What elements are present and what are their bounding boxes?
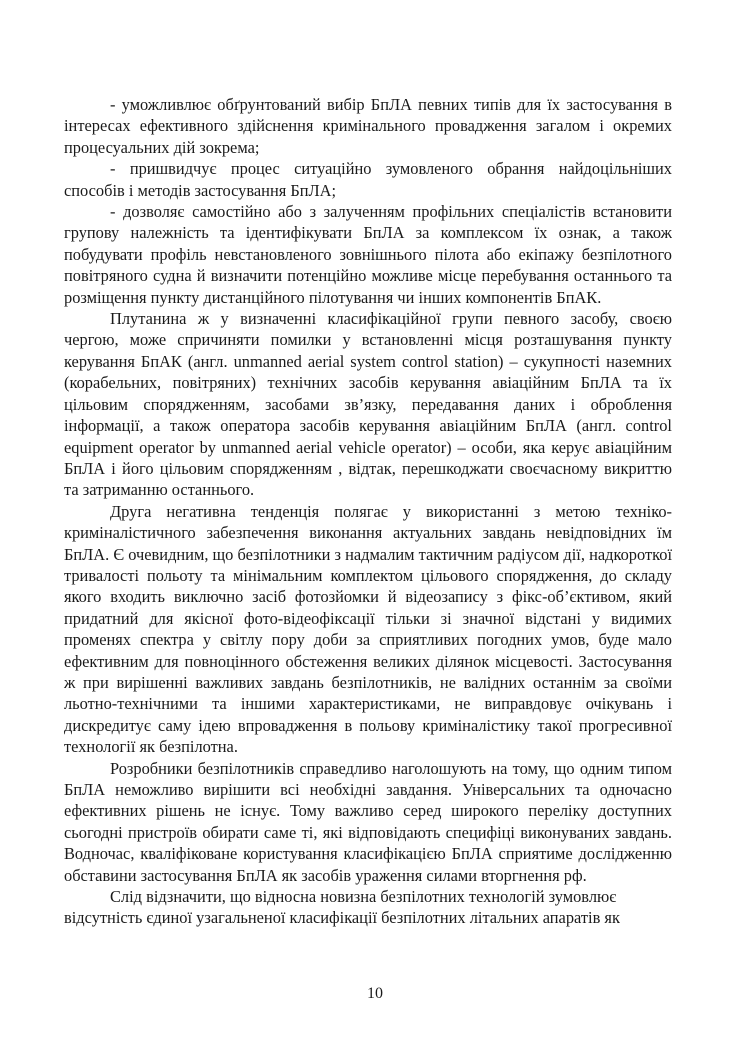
body-text [64,94,672,929]
paragraph-bullet-3: - дозволяє самостійно або з залученням профільних спеціалістів встановити групову належність та ідентифікувати БпЛА за комплексом їх ознак, а також побудувати профіль невстановленого зовнішнього пілота або екіпажу безпілотного повітряного судна й визначити потенційно можливе місце перебування останнього та розміщення пункту дистанційного пілотування чи інших компонентів БпАК. [64,202,672,307]
page-number: 10 [367,985,383,1002]
paragraph-bullet-1: - уможливлює обґрунтований вибір БпЛА певних типів для їх застосування в інтересах ефективного здійснення кримінального провадження загалом і окремих процесуальних дій зокрема; [64,95,672,157]
paragraph-second-tendency: Друга негативна тенденція полягає у використанні з метою техніко-криміналістичного забезпечення виконання актуальних завдань невідповідних їм БпЛА. Є очевидним, що безпілотники з надмалим тактичним радіусом дії, надкороткої тривалості польоту та мінімальним комплектом цільового спорядження, до складу якого входить виключно засіб фотозйомки й відеозапису з фікс-об’єктивом, який придатний для якісної фото-відеофіксації тільки зі значної відстані у видимих променях спектра у світлу пору доби за сприятливих погодних умов, буде мало ефективним для повноцінного обстеження великих ділянок місцевості. Застосування ж при вирішенні важливих завдань безпілотників, не валідних останнім за своїми льотно-технічними та іншими характеристиками, не виправдовує очікувань і дискредитує саму ідею впровадження в польову криміналістику такої прогресивної технології як безпілотна. [64,501,672,757]
paragraph-classification-confusion: Плутанина ж у визначенні класифікаційної групи певного засобу, своєю чергою, може спричиняти помилки у встановленні місця розташування пункту керування БпАК (англ. unmanned aerial system control station) – сукупності наземних (корабельних, повітряних) технічних засобів керування авіаційним БпЛА та їх цільовим спорядженням, засобами зв’язку, передавання даних і оброблення інформації, а також оператора засобів керування авіаційним БпЛА (англ. control equipment operator by unmanned aerial vehicle operator) – особи, яка керує авіаційним БпЛА і його цільовим спорядженням , відтак, перешкоджати своєчасному викриттю та затриманню останнього. [64,309,672,500]
paragraph-developers: Розробники безпілотників справедливо наголошують на тому, що одним типом БпЛА неможливо вирішити всі необхідні завдання. Універсальних та одночасно ефективних рішень не існує. Тому важливо серед широкого переліку доступних сьогодні пристроїв обирати саме ті, які відповідають специфіці виконуваних завдань. Водночас, кваліфіковане користування класифікацією БпЛА сприятиме дослідженню обставини застосування БпЛА як засобів ураження силами вторгнення рф. [64,758,672,885]
paragraph-bullet-2: - пришвидчує процес ситуаційно зумовленого обрання найдоцільніших способів і методів застосування БпЛА; [64,159,672,200]
paragraph-final: Слід відзначити, що відносна новизна безпілотних технологій зумовлює [110,887,617,907]
paragraph-final-continued: відсутність єдиної узагальненої класифікації безпілотних літальних апаратів як [64,908,620,928]
